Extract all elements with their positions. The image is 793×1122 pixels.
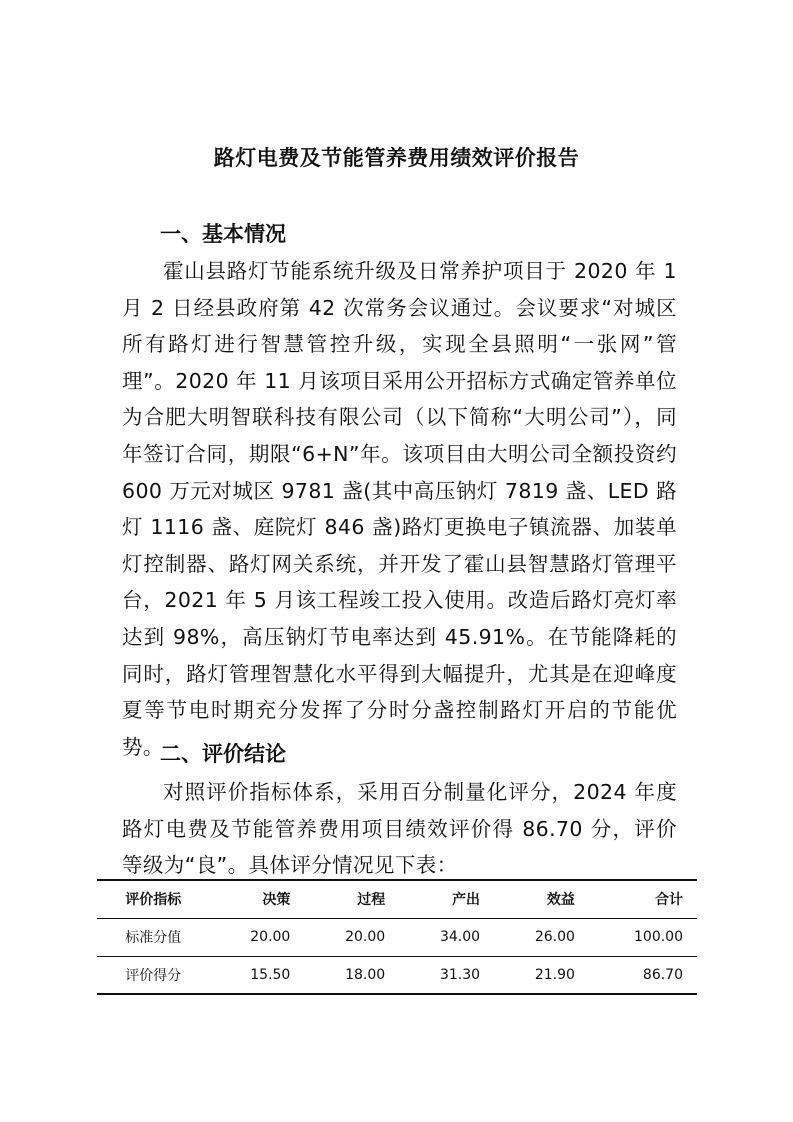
- table-cell: 15.50: [250, 966, 291, 983]
- table-header-cell: 过程: [357, 892, 386, 909]
- section-paragraph-conclusion: 对照评价指标体系，采用百分制量化评分，2024 年度路灯电费及节能管养费用项目绩效评价得 86.70 分，评价等级为“良”。具体评分情况见下表：: [122, 780, 677, 878]
- table-header-cell: 效益: [546, 892, 575, 909]
- table-row: [97, 956, 697, 994]
- score-table: [97, 879, 697, 995]
- section-heading-basic-info: 一、基本情况: [160, 222, 286, 246]
- section-paragraph-basic-info: 霍山县路灯节能系统升级及日常养护项目于 2020 年 1 月 2 日经县政府第 42 次常务会议通过。会议要求“对城区所有路灯进行智慧管控升级，实现全县照明“一张网”管理”。2020 年 11 月该项目采用公开招标方式确定管养单位为合肥大明智联科技有限公司（以下简称“大明公司”），同年签订合同，期限“6+N”年。该项目由大明公司全额投资约 600 万元对城区 9781 盏(其中高压钠灯 7819 盏、LED 路灯 1116 盏、庭院灯 846 盏)路灯更换电子镇流器、加装单灯控制器、路灯网关系统，并开发了霍山县智慧路灯管理平台，2021 年 5 月该工程竣工投入使用。改造后路灯亮灯率达到 98%，高压钠灯节电率达到 45.91%。在节能降耗的同时，路灯管理智慧化水平得到大幅提升，尤其是在迎峰度夏等节电时期充分发挥了分时分盏控制路灯开启的节能优势。: [122, 259, 677, 759]
- table-cell: 21.90: [534, 966, 575, 983]
- table-cell: 100.00: [634, 929, 683, 945]
- table-header-cell: 产出: [452, 892, 481, 909]
- table-header-row: [97, 880, 697, 918]
- section-heading-conclusion: 二、评价结论: [160, 742, 286, 766]
- table-row-label: 标准分值: [125, 930, 182, 946]
- table-header-cell: 合计: [655, 892, 683, 909]
- document-title: 路灯电费及节能管养费用绩效评价报告: [213, 145, 580, 170]
- table-row-label: 评价得分: [125, 967, 182, 984]
- table-cell: 18.00: [345, 966, 386, 983]
- table-cell: 20.00: [250, 929, 291, 945]
- table-cell: 26.00: [534, 929, 575, 945]
- table-cell: 31.30: [439, 966, 481, 983]
- table-header-cell: 评价指标: [125, 892, 182, 909]
- table-header-cell: 决策: [262, 892, 291, 909]
- table-cell: 20.00: [345, 929, 386, 945]
- table-cell: 34.00: [439, 929, 481, 945]
- table-cell: 86.70: [642, 966, 683, 983]
- table-row: [97, 918, 697, 956]
